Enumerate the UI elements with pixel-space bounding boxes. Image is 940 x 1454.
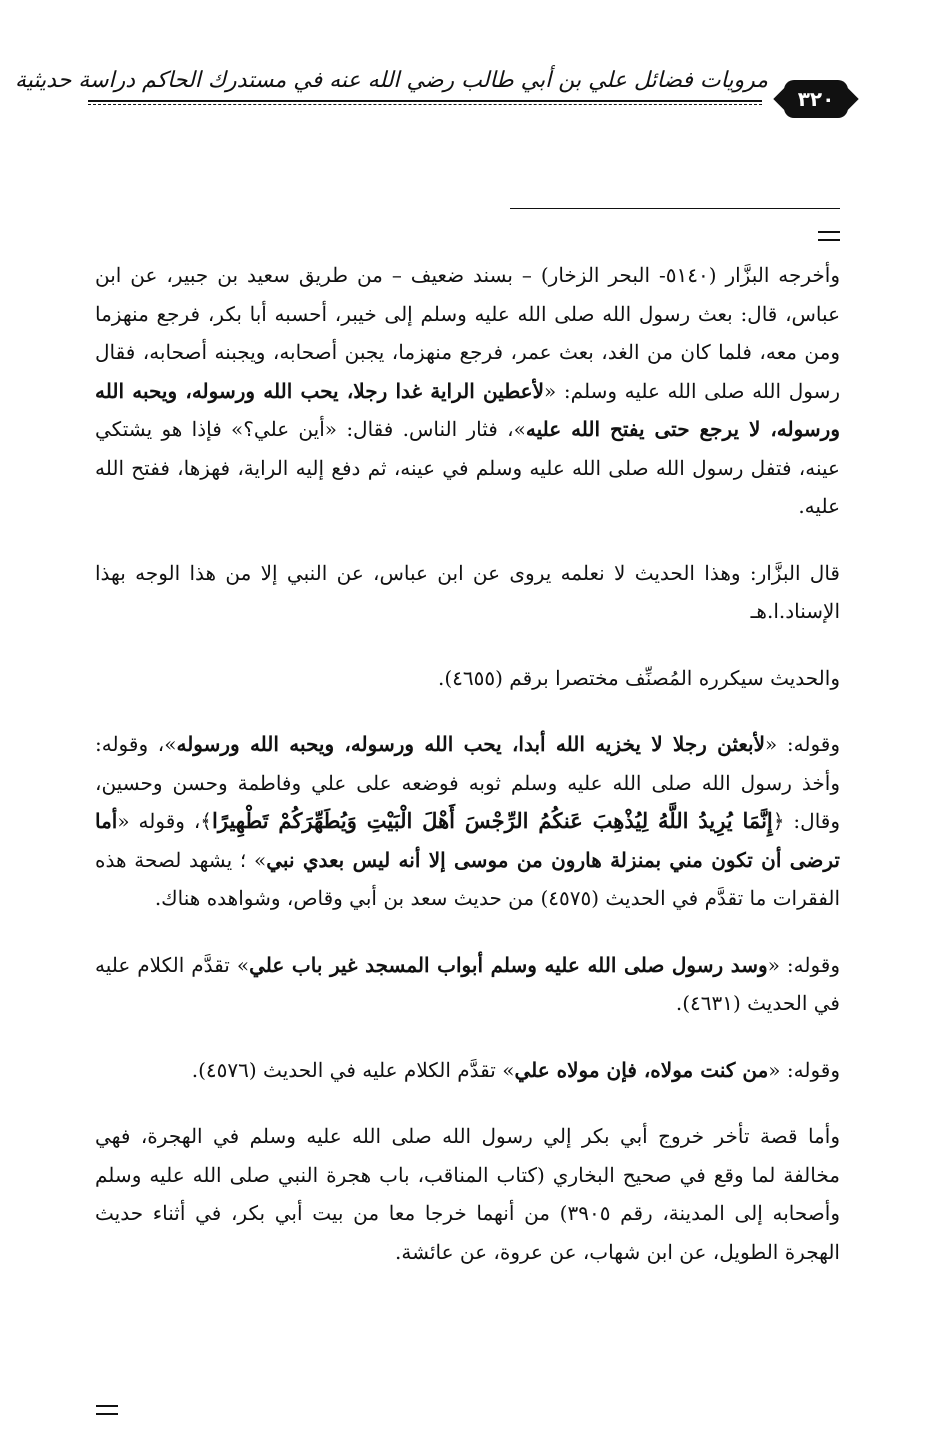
footnote-body [95, 256, 840, 1299]
header-rule-dashed [88, 104, 762, 105]
continuation-mark-bottom [96, 1405, 118, 1415]
paragraph-doors: وقوله: «وسد رسول صلى الله عليه وسلم أبواب المسجد غير باب علي» تقدَّم الكلام عليه في الحديث (٤٦٣١). [95, 952, 841, 1015]
paragraph-bazzar-report: وأخرجه البزَّار (٥١٤٠- البحر الزخار) – بسند ضعيف – من طريق سعيد بن جبير، عن ابن عباس، قال: بعث رسول الله صلى الله عليه وسلم إلى خيبر، أحسبه أبا بكر، فرجع منهزما ومن معه، فلما كان من الغد، بعث عمر، فرجع منهزما، يجبن أصحابه، ويجبنه أصحابه، فقال رسول الله صلى الله عليه وسلم: «لأعطين الراية غدا رجلا، يحب الله ورسوله، ويحبه الله ورسوله، لا يرجع حتى يفتح الله عليه»، فثار الناس. فقال: «أين علي؟» فإذا هو يشتكي عينه، فتفل رسول الله صلى الله عليه وسلم في عينه، ثم دفع إليه الراية، فهزها، ففتح الله عليه. [95, 263, 841, 518]
paragraph-witnesses: وقوله: «لأبعثن رجلا لا يخزيه الله أبدا، يحب الله ورسوله، ويحبه الله ورسوله»، وقوله: وأخذ رسول الله صلى الله عليه وسلم ثوبه فوضعه على علي وفاطمة وحسن وحسين، وقال: ﴿إِنَّمَا يُرِيدُ اللَّهُ لِيُذْهِبَ عَنكُمُ الرِّجْسَ أَهْلَ الْبَيْتِ وَيُطَهِّرَكُمْ تَطْهِيرًا﴾، وقوله «أما ترضى أن تكون مني بمنزلة هارون من موسى إلا أنه ليس بعدي نبي» ؛ يشهد لصحة هذه الفقرات ما تقدَّم في الحديث (٤٥٧٥) من حديث سعد بن أبي وقاص، وشواهده هناك. [95, 732, 841, 910]
header-rule [88, 100, 762, 102]
continuation-mark-top [818, 231, 840, 241]
footnote-separator [510, 208, 840, 209]
paragraph-repeat-note: والحديث سيكرره المُصنِّف مختصرا برقم (٤٦٥٥). [437, 665, 840, 690]
book-title: مرويات فضائل علي بن أبي طالب رضي الله عنه في مستدرك الحاكم دراسة حديثية [14, 68, 768, 93]
paragraph-bazzar-comment: قال البزَّار: وهذا الحديث لا نعلمه يروى عن ابن عباس، عن النبي إلا من هذا الوجه بهذا الإسناد.ا.هـ [95, 560, 840, 623]
paragraph-hijra: وأما قصة تأخر خروج أبي بكر إلي رسول الله صلى الله عليه وسلم في الهجرة، فهي مخالفة لما وقع في صحيح البخاري (كتاب المناقب، باب هجرة النبي صلى الله عليه وسلم وأصحابه إلى المدينة، رقم ٣٩٠٥) من أنهما خرجا معا من بيت أبي بكر، في أثناء حديث الهجرة الطويل، عن ابن شهاب، عن عروة، عن عائشة. [95, 1124, 840, 1264]
quran-verse: إِنَّمَا يُرِيدُ اللَّهُ لِيُذْهِبَ عَنكُمُ الرِّجْسَ أَهْلَ الْبَيْتِ وَيُطَهِّرَكُمْ تَطْهِيرًا [212, 808, 773, 833]
paragraph-mawla: وقوله: «من كنت مولاه، فإن مولاه علي» تقدَّم الكلام عليه في الحديث (٤٥٧٦). [191, 1057, 840, 1082]
running-header [14, 62, 848, 112]
page-number-badge [784, 80, 848, 118]
page-number: ٣٢٠ [797, 87, 835, 111]
